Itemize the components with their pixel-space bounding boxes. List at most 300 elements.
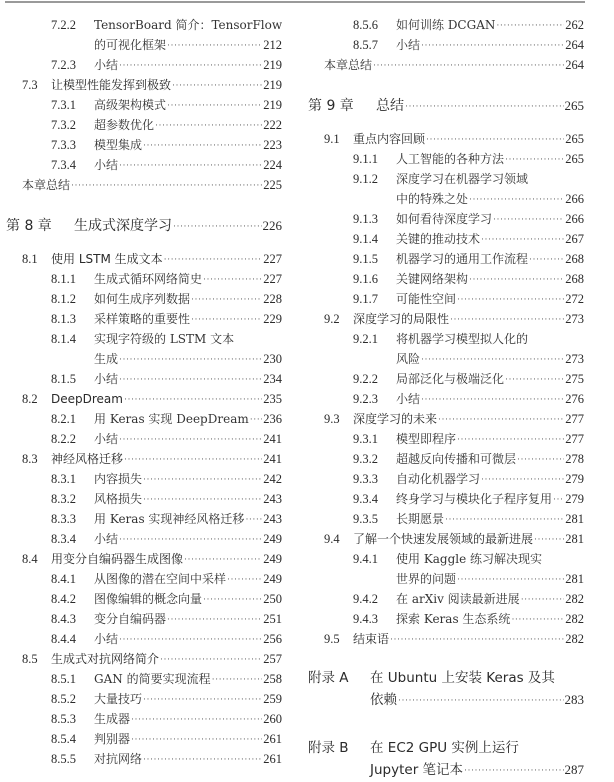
- toc-entry[interactable]: [308, 289, 584, 309]
- toc-entry-number: 8.3: [22, 452, 38, 466]
- toc-entry-line: [51, 449, 282, 470]
- toc-entry-number: 8.4: [22, 552, 38, 566]
- toc-entry-number: 第 8 章: [6, 218, 52, 234]
- toc-entry-number: 9.4.1: [353, 552, 378, 566]
- toc-entry-page: 227: [263, 272, 282, 286]
- toc-entry-number: 7.3: [22, 78, 38, 92]
- toc-entry-page: 222: [263, 118, 282, 132]
- toc-entry[interactable]: [308, 389, 584, 409]
- dot-leader: [250, 409, 263, 429]
- toc-entry[interactable]: [6, 689, 282, 709]
- toc-entry-line: [370, 667, 584, 689]
- toc-entry-title: 机器学习的通用工作流程: [396, 249, 529, 269]
- toc-entry-title: 变分自编码器: [94, 609, 167, 629]
- toc-entry-page: 224: [263, 158, 282, 172]
- dot-leader: [155, 115, 262, 135]
- toc-entry-title: 使用 LSTM 生成文本: [51, 249, 164, 269]
- toc-entry-number: 7.2.2: [51, 18, 76, 32]
- toc-entry-line: [353, 529, 584, 550]
- dot-leader: [464, 759, 563, 781]
- toc-entry-title: DeepDream: [51, 389, 124, 409]
- toc-entry[interactable]: [6, 369, 282, 389]
- toc-entry[interactable]: [6, 549, 282, 569]
- dot-leader: [469, 269, 564, 289]
- dot-leader: [457, 429, 564, 449]
- toc-entry[interactable]: [308, 309, 584, 329]
- toc-appendix-entry[interactable]: [308, 689, 584, 711]
- toc-entry-line: [353, 129, 584, 150]
- toc-entry-title: 深度学习的未来: [353, 409, 438, 429]
- toc-entry-line: [396, 329, 584, 349]
- toc-entry[interactable]: [6, 729, 282, 749]
- toc-entry-title: Jupyter 笔记本: [370, 759, 464, 781]
- toc-entry[interactable]: [6, 489, 282, 509]
- toc-entry[interactable]: [6, 115, 282, 135]
- toc-entry-title: 小结: [396, 389, 421, 409]
- toc-entry-line: [396, 449, 584, 470]
- toc-entry-title: 小结: [94, 155, 119, 175]
- toc-entry-line: [396, 489, 584, 510]
- toc-entry-title: 可能性空间: [396, 289, 457, 309]
- toc-entry[interactable]: [6, 155, 282, 175]
- toc-entry-title: 小结: [94, 629, 119, 649]
- toc-entry-page: 234: [263, 372, 282, 386]
- toc-entry-page: 278: [565, 452, 584, 466]
- toc-entry[interactable]: [308, 209, 584, 229]
- toc-entry[interactable]: [308, 589, 584, 609]
- toc-entry[interactable]: [308, 409, 584, 429]
- toc-entry-number: 8.2.1: [51, 412, 76, 426]
- toc-entry-line: [51, 549, 282, 570]
- toc-entry-page: 275: [565, 372, 584, 386]
- toc-entry-page: 236: [263, 412, 282, 426]
- toc-entry-title: 自动化机器学习: [396, 469, 481, 489]
- toc-entry-line: [94, 489, 282, 510]
- toc-entry[interactable]: [6, 749, 282, 769]
- toc-entry-page: 243: [263, 492, 282, 506]
- toc-entry-line: [396, 35, 584, 56]
- toc-entry-line: [396, 229, 584, 250]
- toc-entry-page: 265: [565, 132, 584, 146]
- toc-entry[interactable]: [308, 349, 584, 369]
- toc-entry-line: [396, 469, 584, 490]
- dot-leader: [496, 15, 564, 35]
- dot-leader: [119, 55, 262, 75]
- toc-entry-title: 小结: [94, 369, 119, 389]
- toc-entry-title: 实现字符级的 LSTM 文本: [94, 329, 235, 349]
- toc-entry-page: 272: [565, 292, 584, 306]
- toc-entry-line: [74, 211, 282, 242]
- toc-entry-line: [94, 609, 282, 630]
- toc-entry[interactable]: [6, 469, 282, 489]
- toc-entry[interactable]: [6, 449, 282, 469]
- toc-entry-line: [94, 669, 282, 690]
- toc-entry-number: 8.5.4: [51, 732, 76, 746]
- toc-entry[interactable]: [6, 589, 282, 609]
- toc-entry-title: 深度学习的局限性: [353, 309, 450, 329]
- dot-leader: [373, 55, 564, 75]
- dot-leader: [421, 389, 564, 409]
- toc-entry-number: 8.5.7: [353, 38, 378, 52]
- toc-entry-title: 长期愿景: [396, 509, 445, 529]
- toc-entry-line: [396, 169, 584, 189]
- toc-entry-page: 256: [263, 632, 282, 646]
- toc-entry-page: 225: [263, 178, 282, 192]
- toc-entry[interactable]: [6, 95, 282, 115]
- toc-entry[interactable]: [6, 329, 282, 349]
- spacer: [6, 195, 282, 207]
- toc-entry-title: 了解一个快速发展领域的最新进展: [353, 529, 534, 549]
- toc-entry-page: 261: [263, 732, 282, 746]
- toc-entry-line: [94, 155, 282, 176]
- toc-entry-line: [94, 689, 282, 710]
- toc-left-column: [6, 15, 282, 769]
- toc-entry-line: [94, 589, 282, 610]
- toc-entry[interactable]: [308, 489, 584, 509]
- toc-entry-title: 生成器: [94, 709, 131, 729]
- dot-leader: [119, 369, 262, 389]
- toc-entry-line: [370, 737, 584, 759]
- toc-entry[interactable]: [6, 309, 282, 329]
- toc-entry-line: [94, 55, 282, 76]
- toc-entry-page: 273: [565, 312, 584, 326]
- toc-entry-title: 用 Keras 实现 DeepDream: [94, 409, 250, 429]
- toc-entry-number: 8.5.1: [51, 672, 76, 686]
- toc-entry-number: 7.2.3: [51, 58, 76, 72]
- toc-entry[interactable]: [308, 549, 584, 569]
- toc-entry-line: [94, 329, 282, 349]
- toc-entry-number: 9.2.2: [353, 372, 378, 386]
- toc-entry-number: 8.4.1: [51, 572, 76, 586]
- dot-leader: [534, 529, 564, 549]
- toc-entry-page: 219: [263, 58, 282, 72]
- toc-entry-line: [94, 409, 282, 430]
- toc-entry-number: 9.4: [324, 532, 340, 546]
- toc-entry-line: [94, 289, 282, 310]
- dot-leader: [143, 489, 262, 509]
- toc-entry-title: 世界的问题: [396, 569, 457, 589]
- dot-leader: [227, 569, 262, 589]
- toc-entry-page: 212: [263, 38, 282, 52]
- toc-entry-number: 9.1.7: [353, 292, 378, 306]
- toc-appendix-entry[interactable]: [308, 667, 584, 689]
- toc-entry-number: 9.1.6: [353, 272, 378, 286]
- dot-leader: [469, 189, 564, 209]
- dot-leader: [203, 589, 262, 609]
- toc-entry[interactable]: [6, 649, 282, 669]
- toc-entry[interactable]: [6, 709, 282, 729]
- toc-chapter-entry[interactable]: [6, 211, 282, 241]
- toc-entry[interactable]: [308, 269, 584, 289]
- dot-leader: [184, 549, 262, 569]
- dot-leader: [143, 469, 262, 489]
- toc-entry-page: 282: [565, 612, 584, 626]
- toc-entry[interactable]: [6, 569, 282, 589]
- toc-entry-title: 判别器: [94, 729, 131, 749]
- toc-entry-number: 8.1.1: [51, 272, 76, 286]
- toc-entry-line: [396, 549, 584, 569]
- toc-entry-number: 8.4.2: [51, 592, 76, 606]
- toc-entry[interactable]: [308, 189, 584, 209]
- dot-leader: [505, 149, 564, 169]
- toc-appendix-entry[interactable]: [308, 737, 584, 759]
- toc-entry-page: 279: [565, 472, 584, 486]
- dot-leader: [167, 609, 262, 629]
- toc-entry-number: 8.3.2: [51, 492, 76, 506]
- toc-entry[interactable]: [308, 629, 584, 649]
- toc-entry-number: 8.1.5: [51, 372, 76, 386]
- toc-entry-page: 257: [263, 652, 282, 666]
- dot-leader: [143, 749, 262, 769]
- dot-leader: [505, 369, 564, 389]
- toc-entry[interactable]: [6, 269, 282, 289]
- toc-entry[interactable]: [308, 329, 584, 349]
- toc-entry-number: 8.3.4: [51, 532, 76, 546]
- toc-entry-page: 259: [263, 692, 282, 706]
- toc-entry-number: 9.3.2: [353, 452, 378, 466]
- toc-entry-number: 8.1: [22, 252, 38, 266]
- toc-entry-line: [324, 55, 584, 76]
- dot-leader: [119, 155, 262, 175]
- toc-entry-title: 风险: [396, 349, 421, 369]
- dot-leader: [405, 91, 564, 121]
- toc-entry-line: [396, 569, 584, 590]
- toc-entry-line: [94, 729, 282, 750]
- toc-entry-page: 281: [565, 512, 584, 526]
- toc-entry-title: 用变分自编码器生成图像: [51, 549, 184, 569]
- toc-entry-number: 8.4.4: [51, 632, 76, 646]
- toc-entry-page: 249: [263, 572, 282, 586]
- toc-entry-title: 如何训练 DCGAN: [396, 15, 496, 35]
- toc-entry[interactable]: [308, 229, 584, 249]
- spacer: [308, 711, 584, 737]
- dot-leader: [445, 509, 564, 529]
- toc-entry-number: 8.2: [22, 392, 38, 406]
- dot-leader: [173, 211, 262, 241]
- toc-entry-number: 9.2.3: [353, 392, 378, 406]
- toc-entry[interactable]: [6, 669, 282, 689]
- toc-entry-number: 8.1.4: [51, 332, 76, 346]
- page-top-rule: [5, 1, 585, 3]
- toc-entry-page: 262: [565, 18, 584, 32]
- toc-entry-number: 7.3.1: [51, 98, 76, 112]
- toc-entry-line: [51, 75, 282, 96]
- toc-entry[interactable]: [6, 15, 282, 35]
- toc-entry-page: 266: [565, 212, 584, 226]
- spacer: [308, 649, 584, 667]
- toc-entry-number: 8.5: [22, 652, 38, 666]
- toc-entry-title: 如何生成序列数据: [94, 289, 191, 309]
- toc-entry-title: 本章总结: [324, 55, 373, 75]
- toc-entry-title: 风格损失: [94, 489, 143, 509]
- dot-leader: [167, 35, 262, 55]
- toc-entry-page: 226: [262, 218, 282, 233]
- toc-entry-title: 超参数优化: [94, 115, 155, 135]
- toc-entry-line: [396, 249, 584, 270]
- spacer: [308, 75, 584, 87]
- toc-entry[interactable]: [6, 509, 282, 529]
- toc-entry[interactable]: [6, 289, 282, 309]
- dot-leader: [191, 309, 262, 329]
- toc-entry-page: 229: [263, 312, 282, 326]
- toc-entry-line: [396, 209, 584, 230]
- toc-entry[interactable]: [308, 129, 584, 149]
- toc-entry[interactable]: [6, 35, 282, 55]
- toc-entry[interactable]: [308, 35, 584, 55]
- toc-entry-line: [94, 709, 282, 730]
- toc-entry-number: 8.3.1: [51, 472, 76, 486]
- toc-entry[interactable]: [6, 349, 282, 369]
- toc-entry-page: 277: [565, 432, 584, 446]
- dot-leader: [421, 349, 564, 369]
- toc-entry-line: [94, 95, 282, 116]
- toc-entry-title: 如何看待深度学习: [396, 209, 493, 229]
- toc-entry-page: 241: [263, 452, 282, 466]
- dot-leader: [457, 289, 564, 309]
- dot-leader: [160, 649, 262, 669]
- dot-leader: [553, 489, 564, 509]
- toc-entry-page: 228: [263, 292, 282, 306]
- toc-entry-title: 模型集成: [94, 135, 143, 155]
- toc-entry-page: 227: [263, 252, 282, 266]
- toc-entry-page: 230: [263, 352, 282, 366]
- toc-entry[interactable]: [6, 75, 282, 95]
- toc-entry[interactable]: [308, 55, 584, 75]
- toc-entry-line: [396, 289, 584, 310]
- toc-entry-title: 大量技巧: [94, 689, 143, 709]
- toc-appendix-entry[interactable]: [308, 759, 584, 781]
- toc-entry[interactable]: [308, 509, 584, 529]
- toc-entry-title: 重点内容回顾: [353, 129, 426, 149]
- toc-entry-number: 8.5.3: [51, 712, 76, 726]
- toc-entry-page: 258: [263, 672, 282, 686]
- toc-entry[interactable]: [6, 175, 282, 195]
- toc-entry-page: 283: [564, 692, 584, 707]
- dot-leader: [143, 135, 262, 155]
- toc-entry-number: 8.5.5: [51, 752, 76, 766]
- toc-entry-number: 9.1.2: [353, 172, 378, 186]
- dot-leader: [390, 629, 564, 649]
- toc-entry-title: 模型即程序: [396, 429, 457, 449]
- toc-entry-number: 9.4.3: [353, 612, 378, 626]
- toc-entry[interactable]: [6, 389, 282, 409]
- toc-entry-number: 附录 A: [308, 670, 349, 686]
- toc-entry-number: 8.1.2: [51, 292, 76, 306]
- dot-leader: [167, 95, 262, 115]
- toc-entry-page: 265: [565, 152, 584, 166]
- spacer: [308, 121, 584, 129]
- toc-entry[interactable]: [308, 609, 584, 629]
- toc-entry-line: [22, 175, 282, 196]
- toc-entry[interactable]: [6, 529, 282, 549]
- toc-entry-line: [396, 609, 584, 630]
- toc-entry-title: 生成式对抗网络简介: [51, 649, 160, 669]
- toc-entry-title: 在 arXiv 阅读最新进展: [396, 589, 521, 609]
- toc-entry-line: [396, 269, 584, 290]
- toc-entry-title: 从图像的潜在空间中采样: [94, 569, 227, 589]
- toc-entry-number: 8.1.3: [51, 312, 76, 326]
- toc-entry-title: 探索 Keras 生态系统: [396, 609, 511, 629]
- dot-leader: [131, 729, 262, 749]
- toc-entry[interactable]: [6, 609, 282, 629]
- toc-entry-title: 内容损失: [94, 469, 143, 489]
- toc-entry[interactable]: [6, 55, 282, 75]
- toc-entry-number: 9.2: [324, 312, 340, 326]
- toc-entry-title: 总结: [376, 91, 405, 121]
- toc-entry-number: 7.3.4: [51, 158, 76, 172]
- toc-entry-number: 9.1: [324, 132, 340, 146]
- toc-entry-page: 223: [263, 138, 282, 152]
- toc-entry[interactable]: [308, 529, 584, 549]
- dot-leader: [119, 629, 262, 649]
- toc-entry-line: [94, 569, 282, 590]
- toc-entry-number: 9.3.1: [353, 432, 378, 446]
- toc-entry-line: [370, 689, 584, 712]
- toc-entry-number: 9.2.1: [353, 332, 378, 346]
- toc-entry[interactable]: [6, 629, 282, 649]
- toc-entry-page: 267: [565, 232, 584, 246]
- dot-leader: [245, 509, 262, 529]
- toc-entry[interactable]: [308, 149, 584, 169]
- toc-entry-title: 人工智能的各种方法: [396, 149, 505, 169]
- toc-entry-title: 将机器学习模型拟人化的: [396, 329, 529, 349]
- toc-entry-number: 8.2.2: [51, 432, 76, 446]
- toc-entry-line: [396, 349, 584, 370]
- toc-entry-number: 9.1.1: [353, 152, 378, 166]
- toc-entry-number: 7.3.3: [51, 138, 76, 152]
- toc-entry-title: 在 Ubuntu 上安装 Keras 及其: [370, 667, 556, 689]
- toc-entry-page: 265: [564, 98, 584, 113]
- toc-entry[interactable]: [308, 569, 584, 589]
- toc-entry[interactable]: [308, 449, 584, 469]
- toc-entry-line: [94, 269, 282, 290]
- toc-entry-page: 266: [565, 192, 584, 206]
- toc-entry[interactable]: [6, 429, 282, 449]
- toc-entry[interactable]: [308, 429, 584, 449]
- toc-entry-line: [94, 15, 282, 35]
- toc-entry-line: [51, 649, 282, 670]
- toc-entry-title: 依赖: [370, 689, 398, 711]
- toc-entry-number: 7.3.2: [51, 118, 76, 132]
- dot-leader: [203, 269, 262, 289]
- toc-entry[interactable]: [6, 249, 282, 269]
- toc-entry[interactable]: [308, 469, 584, 489]
- toc-entry-line: [94, 35, 282, 56]
- toc-chapter-entry[interactable]: [308, 91, 584, 121]
- toc-entry-page: 281: [565, 532, 584, 546]
- toc-entry-number: 8.5.6: [353, 18, 378, 32]
- dot-leader: [511, 609, 564, 629]
- toc-entry-title: TensorBoard 简介：TensorFlow: [94, 15, 283, 35]
- toc-entry-number: 9.3.5: [353, 512, 378, 526]
- dot-leader: [426, 129, 564, 149]
- toc-entry[interactable]: [308, 15, 584, 35]
- dot-leader: [119, 349, 262, 369]
- dot-leader: [164, 249, 263, 269]
- toc-entry-line: [94, 629, 282, 650]
- toc-entry-page: 276: [565, 392, 584, 406]
- toc-entry-line: [94, 135, 282, 156]
- toc-entry-number: 9.3.4: [353, 492, 378, 506]
- toc-entry[interactable]: [308, 169, 584, 189]
- toc-entry[interactable]: [6, 409, 282, 429]
- toc-entry[interactable]: [308, 369, 584, 389]
- toc-entry[interactable]: [308, 249, 584, 269]
- toc-entry-line: [94, 115, 282, 136]
- toc-entry-page: 282: [565, 632, 584, 646]
- toc-entry[interactable]: [6, 135, 282, 155]
- toc-entry-title: 生成: [94, 349, 119, 369]
